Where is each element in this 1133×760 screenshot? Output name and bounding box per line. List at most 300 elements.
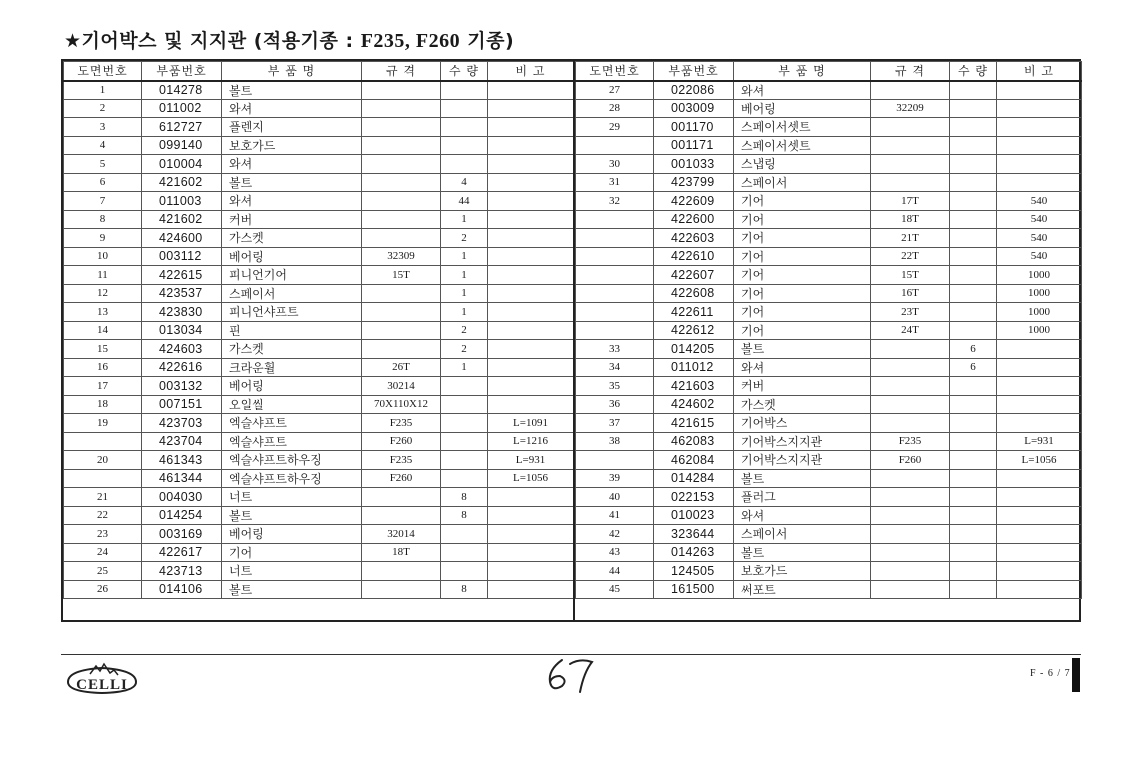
cell-drawing-no: 8 — [64, 210, 142, 229]
cell-qty — [950, 525, 997, 544]
cell-remark: 540 — [997, 247, 1082, 266]
cell-part-name: 스페이서 — [222, 284, 362, 303]
cell-drawing-no: 36 — [576, 395, 654, 414]
cell-part-name: 너트 — [222, 488, 362, 507]
cell-spec — [362, 81, 441, 100]
cell-qty — [441, 562, 488, 581]
cell-spec: 21T — [871, 229, 950, 248]
cell-qty — [441, 136, 488, 155]
cell-part-name: 보호가드 — [222, 136, 362, 155]
cell-drawing-no: 17 — [64, 377, 142, 396]
table-row — [64, 377, 574, 396]
cell-part-name: 가스켓 — [222, 229, 362, 248]
cell-part-name: 와셔 — [734, 81, 871, 100]
col-header-part-no: 부품번호 — [654, 62, 734, 81]
cell-part-name: 커버 — [222, 210, 362, 229]
cell-spec — [362, 136, 441, 155]
cell-spec — [362, 99, 441, 118]
cell-part-name: 가스켓 — [222, 340, 362, 359]
cell-qty — [950, 99, 997, 118]
cell-drawing-no: 21 — [64, 488, 142, 507]
cell-spec — [871, 358, 950, 377]
table-row — [64, 266, 574, 285]
table-row — [576, 525, 1082, 544]
cell-qty — [950, 118, 997, 137]
star-icon: ★ — [64, 30, 82, 52]
header-row — [576, 62, 1082, 81]
cell-part-no: 011003 — [142, 192, 222, 211]
cell-drawing-no: 45 — [576, 580, 654, 599]
cell-qty — [950, 488, 997, 507]
cell-part-name: 볼트 — [222, 580, 362, 599]
table-row — [576, 321, 1082, 340]
cell-remark: 1000 — [997, 266, 1082, 285]
cell-remark: L=1056 — [997, 451, 1082, 470]
table-row — [576, 173, 1082, 192]
cell-remark — [488, 358, 574, 377]
cell-spec — [362, 321, 441, 340]
cell-qty — [441, 395, 488, 414]
cell-drawing-no: 4 — [64, 136, 142, 155]
table-row — [576, 210, 1082, 229]
cell-drawing-no: 43 — [576, 543, 654, 562]
cell-part-no: 422607 — [654, 266, 734, 285]
cell-remark — [488, 321, 574, 340]
table-row — [64, 358, 574, 377]
cell-qty — [441, 118, 488, 137]
cell-drawing-no: 13 — [64, 303, 142, 322]
cell-drawing-no: 30 — [576, 155, 654, 174]
cell-spec — [871, 580, 950, 599]
cell-qty: 8 — [441, 580, 488, 599]
cell-part-name: 베어링 — [222, 247, 362, 266]
handwritten-page-number — [540, 652, 602, 696]
cell-part-no: 010023 — [654, 506, 734, 525]
cell-part-name: 피니언기어 — [222, 266, 362, 285]
cell-remark — [488, 506, 574, 525]
cell-qty — [441, 432, 488, 451]
cell-part-name: 볼트 — [222, 81, 362, 100]
cell-remark: 1000 — [997, 303, 1082, 322]
cell-spec — [362, 229, 441, 248]
table-row — [576, 229, 1082, 248]
table-row — [64, 580, 574, 599]
col-header-spec: 규 격 — [362, 62, 441, 81]
table-row — [576, 247, 1082, 266]
cell-part-name: 기어 — [734, 266, 871, 285]
cell-spec: F260 — [871, 451, 950, 470]
cell-part-name: 와셔 — [222, 155, 362, 174]
cell-remark: L=1056 — [488, 469, 574, 488]
cell-part-name: 베어링 — [222, 525, 362, 544]
cell-remark — [488, 284, 574, 303]
cell-remark — [488, 210, 574, 229]
cell-qty — [950, 247, 997, 266]
table-row — [64, 118, 574, 137]
cell-part-no: 423799 — [654, 173, 734, 192]
cell-drawing-no: 40 — [576, 488, 654, 507]
parts-table-right — [573, 61, 1081, 620]
cell-remark — [997, 99, 1082, 118]
cell-remark — [997, 525, 1082, 544]
cell-qty — [441, 525, 488, 544]
cell-part-no: 422615 — [142, 266, 222, 285]
cell-drawing-no: 19 — [64, 414, 142, 433]
table-row — [64, 192, 574, 211]
cell-spec — [871, 81, 950, 100]
cell-part-name: 스냅링 — [734, 155, 871, 174]
cell-spec: F260 — [362, 469, 441, 488]
cell-part-no: 001033 — [654, 155, 734, 174]
cell-remark — [488, 395, 574, 414]
cell-qty — [950, 580, 997, 599]
cell-part-name: 볼트 — [734, 543, 871, 562]
cell-remark — [488, 155, 574, 174]
cell-part-no: 422616 — [142, 358, 222, 377]
cell-part-name: 엑슬샤프트하우징 — [222, 451, 362, 470]
cell-spec — [871, 506, 950, 525]
cell-part-name: 플렌지 — [222, 118, 362, 137]
cell-remark — [997, 414, 1082, 433]
cell-qty: 8 — [441, 488, 488, 507]
cell-part-no: 422609 — [654, 192, 734, 211]
cell-part-no: 612727 — [142, 118, 222, 137]
table-row — [576, 303, 1082, 322]
col-header-qty: 수 량 — [950, 62, 997, 81]
cell-qty — [950, 229, 997, 248]
cell-drawing-no — [576, 321, 654, 340]
title-models: F235, F260 — [360, 30, 461, 52]
cell-part-name: 기어 — [734, 284, 871, 303]
table-row — [64, 155, 574, 174]
cell-qty: 44 — [441, 192, 488, 211]
cell-part-name: 보호가드 — [734, 562, 871, 581]
cell-drawing-no — [576, 451, 654, 470]
cell-qty — [441, 155, 488, 174]
table-row — [64, 284, 574, 303]
cell-drawing-no: 25 — [64, 562, 142, 581]
cell-drawing-no: 35 — [576, 377, 654, 396]
cell-qty: 6 — [950, 358, 997, 377]
cell-part-no: 161500 — [654, 580, 734, 599]
cell-drawing-no: 7 — [64, 192, 142, 211]
table-row — [64, 395, 574, 414]
cell-part-name: 볼트 — [734, 340, 871, 359]
cell-spec — [871, 377, 950, 396]
cell-part-no: 422603 — [654, 229, 734, 248]
cell-remark — [488, 266, 574, 285]
cell-remark — [997, 562, 1082, 581]
cell-qty — [950, 266, 997, 285]
cell-drawing-no: 38 — [576, 432, 654, 451]
cell-part-name: 엑슬샤프트하우징 — [222, 469, 362, 488]
cell-remark: 540 — [997, 210, 1082, 229]
cell-part-no: 014205 — [654, 340, 734, 359]
cell-qty: 1 — [441, 266, 488, 285]
cell-remark — [997, 469, 1082, 488]
table-row — [576, 451, 1082, 470]
cell-spec: 15T — [871, 266, 950, 285]
cell-part-no: 003132 — [142, 377, 222, 396]
cell-remark — [488, 543, 574, 562]
table-row — [64, 543, 574, 562]
cell-drawing-no: 32 — [576, 192, 654, 211]
cell-qty — [950, 155, 997, 174]
table-row — [64, 488, 574, 507]
cell-qty — [950, 451, 997, 470]
right-table — [575, 61, 1082, 599]
cell-part-no: 462083 — [654, 432, 734, 451]
cell-remark: 1000 — [997, 284, 1082, 303]
cell-drawing-no: 3 — [64, 118, 142, 137]
cell-part-name: 가스켓 — [734, 395, 871, 414]
cell-spec — [362, 210, 441, 229]
cell-remark — [488, 488, 574, 507]
cell-part-name: 기어박스지지관 — [734, 451, 871, 470]
cell-qty: 2 — [441, 321, 488, 340]
cell-part-no: 022153 — [654, 488, 734, 507]
cell-spec — [362, 118, 441, 137]
table-row — [576, 358, 1082, 377]
cell-part-no: 007151 — [142, 395, 222, 414]
table-row — [576, 340, 1082, 359]
cell-qty — [950, 303, 997, 322]
title-main: 기어박스 및 지지관 — [81, 30, 247, 52]
cell-qty: 1 — [441, 303, 488, 322]
cell-spec — [871, 395, 950, 414]
cell-drawing-no — [576, 229, 654, 248]
cell-part-name: 스페이서셋트 — [734, 136, 871, 155]
table-row — [576, 377, 1082, 396]
cell-remark — [488, 81, 574, 100]
cell-drawing-no: 26 — [64, 580, 142, 599]
table-row — [64, 247, 574, 266]
cell-spec: 32309 — [362, 247, 441, 266]
cell-spec: 32014 — [362, 525, 441, 544]
cell-spec: 18T — [871, 210, 950, 229]
col-header-name: 부 품 명 — [222, 62, 362, 81]
cell-qty — [441, 377, 488, 396]
cell-part-no: 423704 — [142, 432, 222, 451]
cell-drawing-no — [64, 469, 142, 488]
cell-part-name: 기어 — [734, 321, 871, 340]
cell-part-no: 461344 — [142, 469, 222, 488]
cell-qty: 1 — [441, 247, 488, 266]
cell-remark — [488, 377, 574, 396]
cell-drawing-no: 12 — [64, 284, 142, 303]
table-row — [64, 173, 574, 192]
cell-part-no: 423713 — [142, 562, 222, 581]
cell-part-name: 스페이서 — [734, 173, 871, 192]
cell-spec — [362, 340, 441, 359]
table-row — [576, 488, 1082, 507]
cell-part-no: 461343 — [142, 451, 222, 470]
cell-spec: F235 — [362, 451, 441, 470]
cell-part-name: 기어 — [222, 543, 362, 562]
cell-drawing-no: 33 — [576, 340, 654, 359]
cell-drawing-no — [576, 303, 654, 322]
cell-part-no: 013034 — [142, 321, 222, 340]
cell-part-name: 써포트 — [734, 580, 871, 599]
cell-part-no: 011012 — [654, 358, 734, 377]
cell-qty — [441, 414, 488, 433]
table-row — [64, 210, 574, 229]
table-row — [64, 136, 574, 155]
cell-spec — [871, 469, 950, 488]
cell-part-name: 기어 — [734, 303, 871, 322]
cell-part-name: 와셔 — [734, 358, 871, 377]
table-row — [64, 525, 574, 544]
cell-spec — [362, 192, 441, 211]
cell-drawing-no — [576, 210, 654, 229]
cell-qty — [950, 81, 997, 100]
cell-part-name: 스페이서 — [734, 525, 871, 544]
cell-part-name: 기어 — [734, 247, 871, 266]
cell-drawing-no: 31 — [576, 173, 654, 192]
cell-drawing-no: 28 — [576, 99, 654, 118]
col-header-remark: 비 고 — [488, 62, 574, 81]
cell-part-name: 베어링 — [734, 99, 871, 118]
cell-drawing-no: 2 — [64, 99, 142, 118]
cell-qty — [441, 81, 488, 100]
table-row — [576, 266, 1082, 285]
cell-qty — [950, 506, 997, 525]
cell-part-name: 볼트 — [734, 469, 871, 488]
cell-drawing-no: 18 — [64, 395, 142, 414]
cell-part-name: 커버 — [734, 377, 871, 396]
cell-remark: 540 — [997, 192, 1082, 211]
cell-spec: 70X110X12 — [362, 395, 441, 414]
cell-remark: L=1091 — [488, 414, 574, 433]
cell-part-no: 422600 — [654, 210, 734, 229]
cell-qty — [950, 284, 997, 303]
cell-drawing-no: 29 — [576, 118, 654, 137]
table-row — [64, 321, 574, 340]
header-row — [64, 62, 574, 81]
cell-remark — [997, 506, 1082, 525]
cell-part-name: 와셔 — [222, 192, 362, 211]
cell-remark — [488, 562, 574, 581]
cell-remark — [488, 99, 574, 118]
cell-drawing-no: 16 — [64, 358, 142, 377]
cell-qty: 1 — [441, 284, 488, 303]
cell-spec — [362, 488, 441, 507]
title-paren-close: 기종) — [467, 30, 515, 52]
cell-part-name: 엑슬샤프트 — [222, 432, 362, 451]
cell-spec: 32209 — [871, 99, 950, 118]
cell-drawing-no: 22 — [64, 506, 142, 525]
col-header-qty: 수 량 — [441, 62, 488, 81]
cell-part-no: 022086 — [654, 81, 734, 100]
cell-qty: 2 — [441, 340, 488, 359]
table-row — [64, 340, 574, 359]
cell-qty — [950, 469, 997, 488]
cell-remark — [488, 525, 574, 544]
cell-part-no: 424602 — [654, 395, 734, 414]
cell-remark — [997, 173, 1082, 192]
cell-part-no: 423537 — [142, 284, 222, 303]
table-row — [64, 81, 574, 100]
cell-remark — [488, 229, 574, 248]
svg-text:CELLI: CELLI — [76, 677, 128, 693]
cell-remark: 540 — [997, 229, 1082, 248]
cell-spec — [362, 506, 441, 525]
col-header-spec: 규 격 — [871, 62, 950, 81]
cell-part-no: 001171 — [654, 136, 734, 155]
cell-spec — [871, 173, 950, 192]
cell-remark — [997, 543, 1082, 562]
cell-spec: 30214 — [362, 377, 441, 396]
cell-drawing-no: 34 — [576, 358, 654, 377]
cell-part-no: 014278 — [142, 81, 222, 100]
cell-drawing-no: 15 — [64, 340, 142, 359]
cell-part-name: 기어 — [734, 229, 871, 248]
cell-part-no: 424600 — [142, 229, 222, 248]
cell-spec: F235 — [871, 432, 950, 451]
right-table-body — [576, 81, 1082, 599]
table-row — [576, 414, 1082, 433]
cell-spec: 22T — [871, 247, 950, 266]
cell-spec: F260 — [362, 432, 441, 451]
table-row — [64, 506, 574, 525]
cell-part-name: 볼트 — [222, 173, 362, 192]
cell-part-name: 너트 — [222, 562, 362, 581]
col-header-no: 도면번호 — [576, 62, 654, 81]
col-header-no: 도면번호 — [64, 62, 142, 81]
cell-remark — [488, 192, 574, 211]
cell-drawing-no: 39 — [576, 469, 654, 488]
cell-part-name: 기어 — [734, 210, 871, 229]
table-row — [576, 192, 1082, 211]
parts-table — [61, 59, 1081, 622]
cell-spec — [871, 562, 950, 581]
cell-remark — [997, 377, 1082, 396]
page-edge-bar — [1072, 658, 1080, 692]
table-row — [576, 395, 1082, 414]
cell-drawing-no: 6 — [64, 173, 142, 192]
cell-qty: 1 — [441, 358, 488, 377]
cell-qty: 1 — [441, 210, 488, 229]
cell-remark — [997, 488, 1082, 507]
cell-part-no: 003009 — [654, 99, 734, 118]
cell-remark — [488, 303, 574, 322]
cell-remark — [488, 247, 574, 266]
cell-remark: L=931 — [997, 432, 1082, 451]
cell-part-name: 기어박스지지관 — [734, 432, 871, 451]
cell-part-name: 와셔 — [734, 506, 871, 525]
cell-part-no: 462084 — [654, 451, 734, 470]
cell-part-name: 피니언샤프트 — [222, 303, 362, 322]
cell-qty — [950, 414, 997, 433]
table-row — [64, 414, 574, 433]
cell-part-name: 크라운휠 — [222, 358, 362, 377]
cell-drawing-no — [576, 284, 654, 303]
cell-spec — [871, 136, 950, 155]
cell-part-no: 014284 — [654, 469, 734, 488]
cell-remark: L=931 — [488, 451, 574, 470]
cell-drawing-no: 5 — [64, 155, 142, 174]
cell-drawing-no — [576, 266, 654, 285]
table-row — [576, 580, 1082, 599]
cell-spec — [871, 118, 950, 137]
cell-remark — [997, 395, 1082, 414]
cell-remark: 1000 — [997, 321, 1082, 340]
cell-qty — [441, 99, 488, 118]
cell-qty — [950, 321, 997, 340]
cell-part-no: 014106 — [142, 580, 222, 599]
cell-spec: 24T — [871, 321, 950, 340]
table-row — [576, 99, 1082, 118]
